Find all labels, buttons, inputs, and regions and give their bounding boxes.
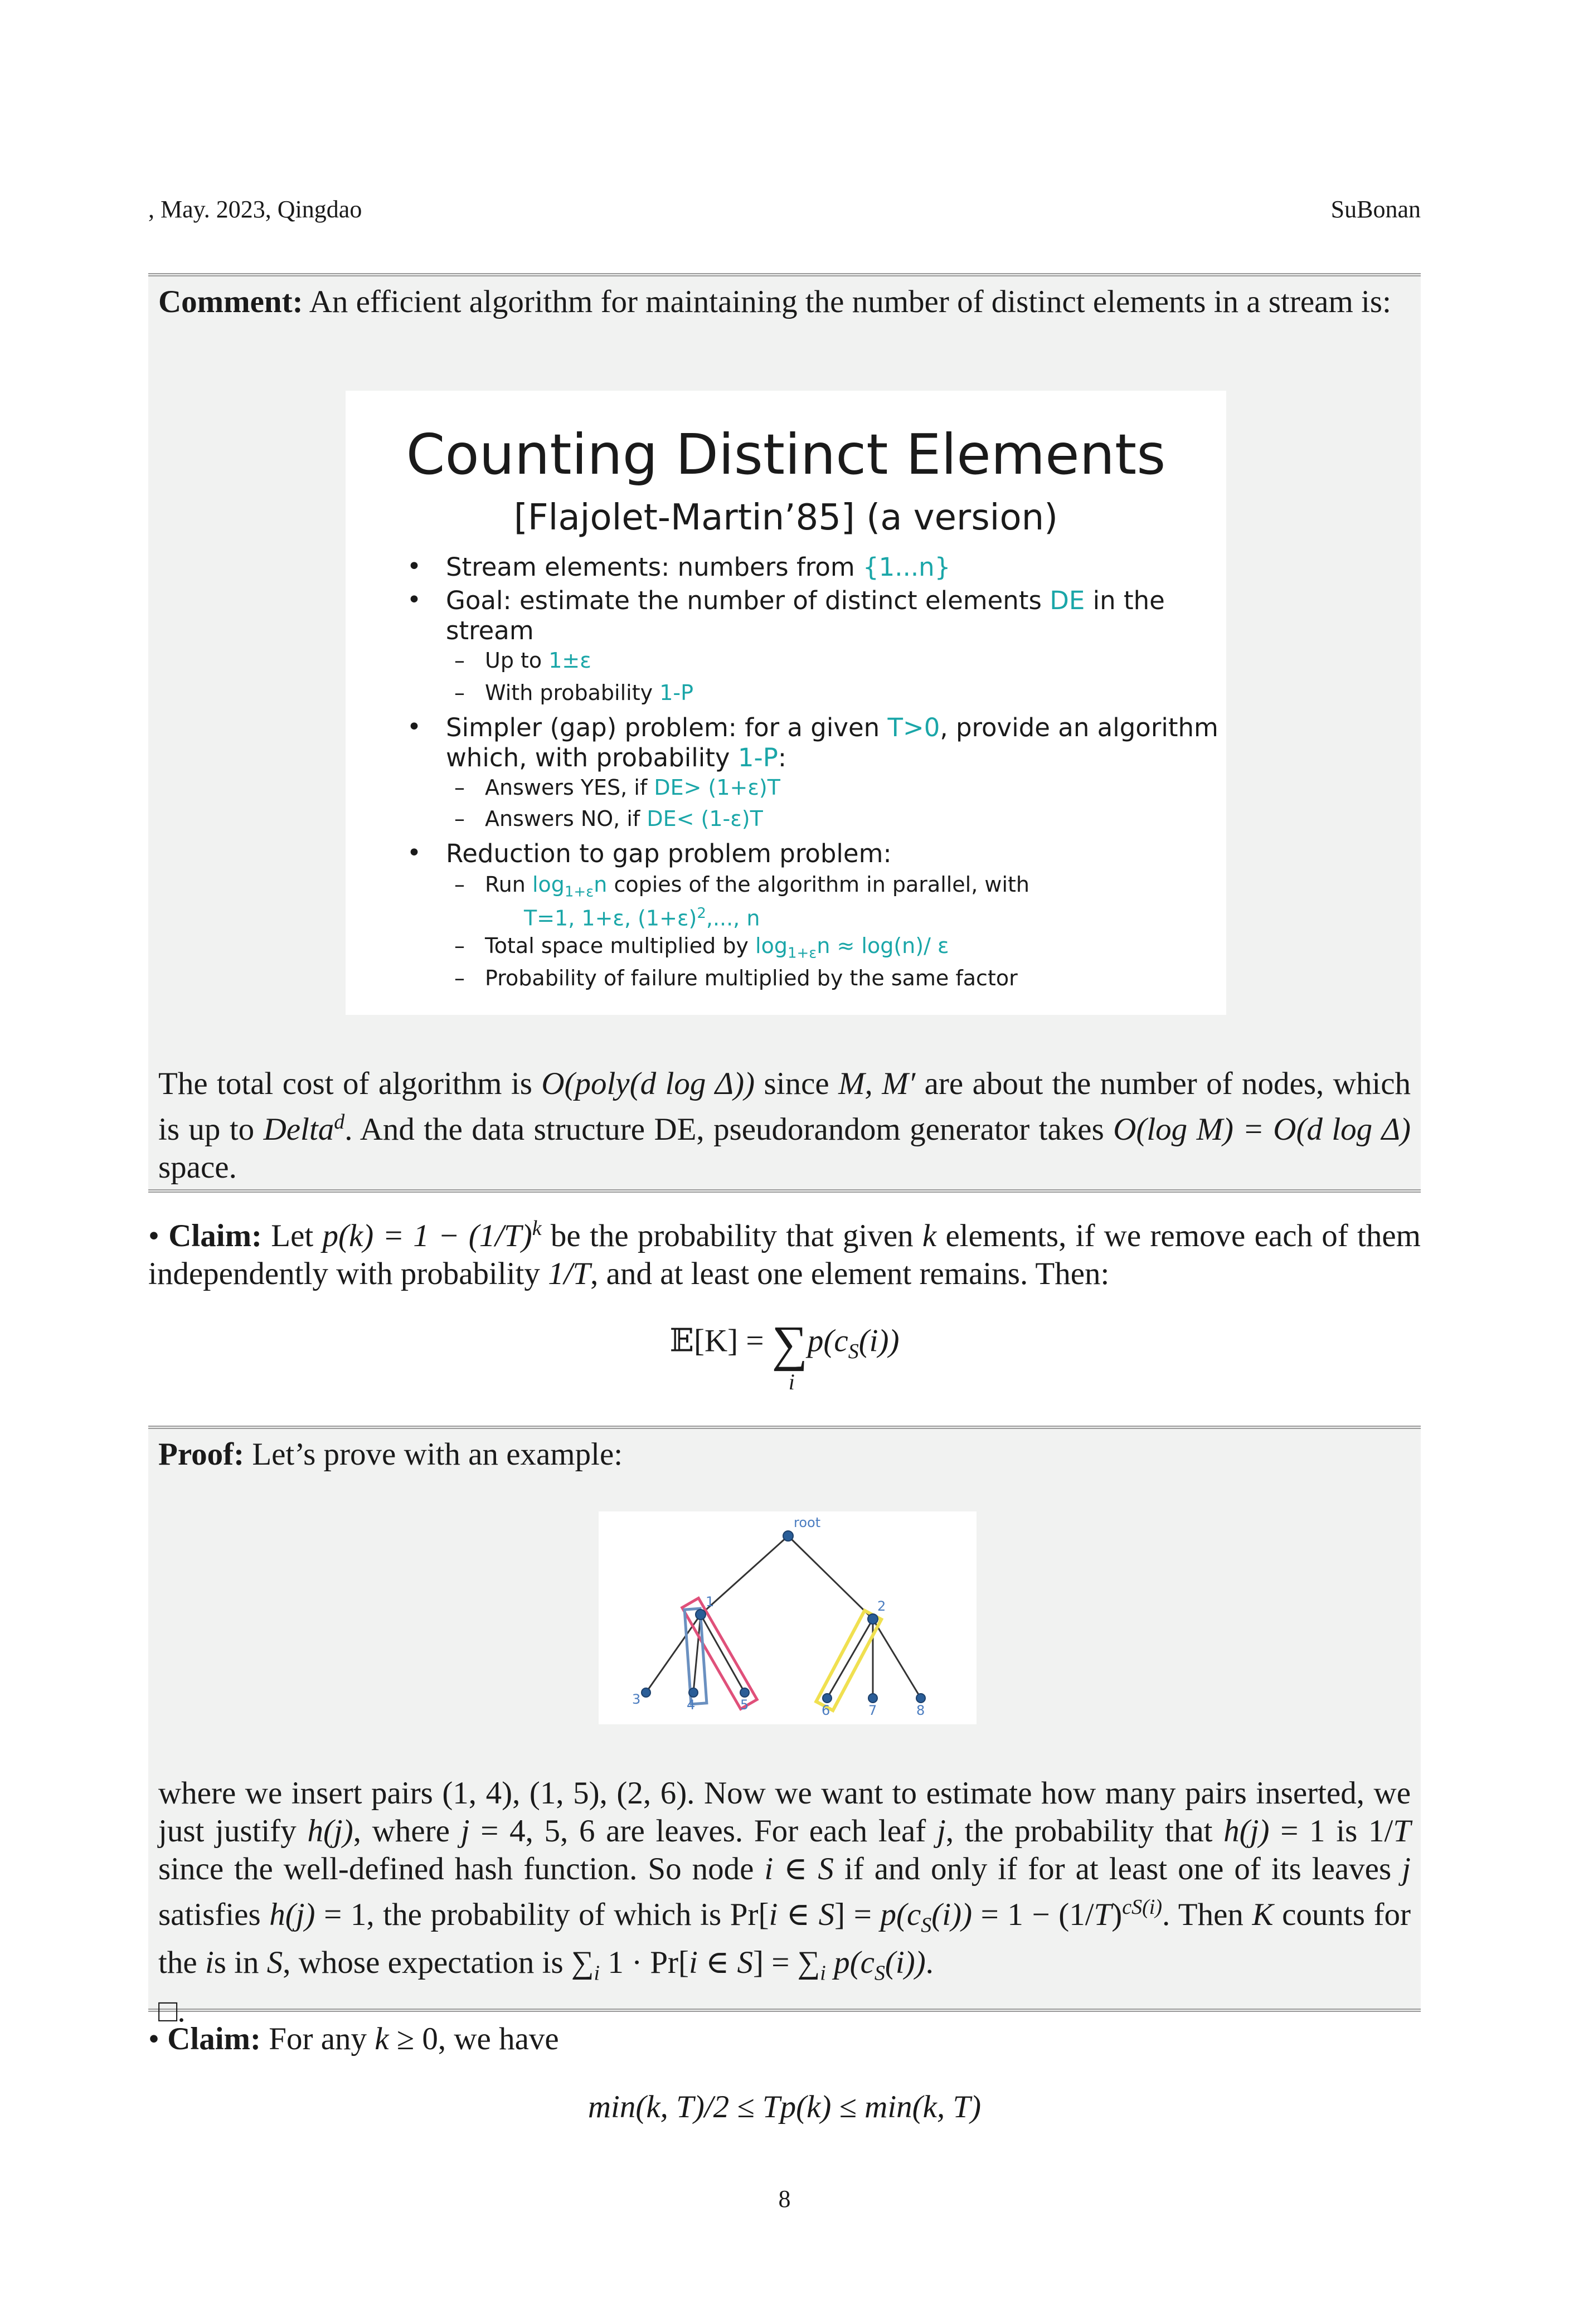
node-5 <box>740 1688 749 1697</box>
label-7: 7 <box>868 1703 877 1718</box>
slide-subitem: Total space multiplied by $\log_{1+\varepsilon}n \approx \log(n)/$ ε <box>485 934 949 962</box>
comment-label: Comment: <box>158 284 303 319</box>
expectation-formula: 𝔼[K] = ∑ i $p(c_S(i))$ <box>669 1316 900 1394</box>
slide-subitem: Probability of failure multiplied by the same factor <box>485 966 1018 990</box>
slide-subtitle: [Flajolet-Martin’85] (a version) <box>513 497 1058 538</box>
node-4 <box>689 1688 698 1697</box>
slide-dash: – <box>454 872 465 897</box>
slide-bullet: • <box>407 552 421 581</box>
node-7 <box>868 1694 877 1703</box>
slide-bullet: • <box>407 713 421 741</box>
claim-2: • Claim: For any k ≥ 0, we have <box>148 2021 559 2056</box>
min-formula: min(k, T)/2 ≤ Tp(k) ≤ min(k, T) <box>587 2089 982 2124</box>
proof-label: Proof: <box>158 1437 245 1472</box>
slide-bullet: • <box>407 586 421 614</box>
slide-dash: – <box>454 648 465 673</box>
node-8 <box>916 1694 925 1703</box>
header-venue: , May. 2023, Qingdao <box>148 196 362 223</box>
claim-label: Claim: <box>167 2021 261 2056</box>
node-6 <box>823 1694 832 1703</box>
header-author: SuBonan <box>1330 196 1421 223</box>
node-2 <box>868 1614 878 1624</box>
proof-intro: Proof: Let’s prove with an example: <box>158 1437 623 1472</box>
slide-dash: – <box>454 966 465 990</box>
tree-diagram <box>599 1511 977 1724</box>
slide-item: Reduction to gap problem problem: <box>446 839 892 868</box>
claim-label: Claim: <box>168 1218 263 1253</box>
slide-item-cont: stream <box>446 616 534 645</box>
node-1 <box>696 1610 706 1620</box>
slide-item: Simpler (gap) problem: for a given T>0, provide an algorithm <box>446 713 1218 742</box>
label-8: 8 <box>916 1703 925 1718</box>
running-header <box>148 195 1421 228</box>
slide-item: Goal: estimate the number of distinct elements DE in the <box>446 586 1165 615</box>
label-1: 1 <box>706 1594 715 1610</box>
label-5: 5 <box>740 1697 749 1713</box>
slide-subitem-cont: T=1, 1+ε, $(1+\varepsilon)^2$,..., n <box>524 905 760 931</box>
comment-intro-text: An efficient algorithm for maintaining the number of distinct elements in a stream is: <box>303 284 1391 319</box>
tree-edge <box>827 1619 873 1698</box>
comment-intro <box>158 283 1411 321</box>
label-root: root <box>794 1515 821 1530</box>
slide-dash: – <box>454 680 465 705</box>
tree-edge <box>788 1536 873 1619</box>
node-3 <box>642 1688 650 1697</box>
label-4: 4 <box>687 1697 696 1713</box>
slide-subitem: Answers NO, if DE< (1-ε)T <box>485 806 763 831</box>
slide-subitem: With probability 1-P <box>485 680 693 705</box>
slide-dash: – <box>454 934 465 958</box>
slide-subitem: Answers YES, if DE> (1+ε)T <box>485 775 780 800</box>
label-6: 6 <box>822 1703 830 1718</box>
slide-dash: – <box>454 806 465 831</box>
claim-1: • Claim: Let $p(k) = 1 - (1/T)^k$ be the probability that given k elements, if we remove each of them independently with probability 1/T, and at least one element remains. Then: <box>148 1217 1421 1291</box>
node-root <box>783 1531 793 1541</box>
label-3: 3 <box>632 1691 641 1707</box>
slide-subitem: Run $\log_{1+\varepsilon}n$ copies of the algorithm in parallel, with <box>485 872 1030 901</box>
slide-item-cont: which, with probability 1-P: <box>446 743 787 772</box>
label-2: 2 <box>877 1598 886 1614</box>
slide-title: Counting Distinct Elements <box>406 422 1166 487</box>
qed-symbol: □. <box>158 1993 186 2029</box>
proof-paragraph: where we insert pairs (1, 4), (1, 5), (2, 6). Now we want to estimate how many pairs inserted, we just justify h(j), where j = 4, 5, 6 are leaves. For each leaf j, the probability that h(j) = 1 is 1/T since the well-defined hash function. So node i ∈ S if and only if for at least one of its leaves j satisfies h(j) = 1, the probability of which is Pr[i ∈ $S] = p(c_S(i)) = 1 - (1/T)^{cS(i)}$. Then K counts for the is in S, whose expectation is $\sum_i$ 1 · Pr[i ∈ $S] = \sum_i$ $p(c_S(i))$. □. <box>158 1776 1411 2029</box>
comment-box <box>148 273 1421 1193</box>
embedded-slide <box>346 391 1226 1015</box>
comment-cost-paragraph: The total cost of algorithm is O(poly(d log Δ)) since M, M′ are about the number of nodes, which is up to Delta$^d$. And the data structure DE, pseudorandom generator takes O(log M) = O(d log Δ) space. <box>158 1066 1411 1185</box>
page-number: 8 <box>778 2185 791 2213</box>
tree-edge <box>873 1619 921 1698</box>
slide-dash: – <box>454 775 465 800</box>
slide-subitem: Up to 1±ε <box>485 648 591 673</box>
slide-item: Stream elements: numbers from {1...n} <box>446 552 951 582</box>
slide-bullet: • <box>407 839 421 867</box>
proof-box <box>148 1426 1421 2029</box>
